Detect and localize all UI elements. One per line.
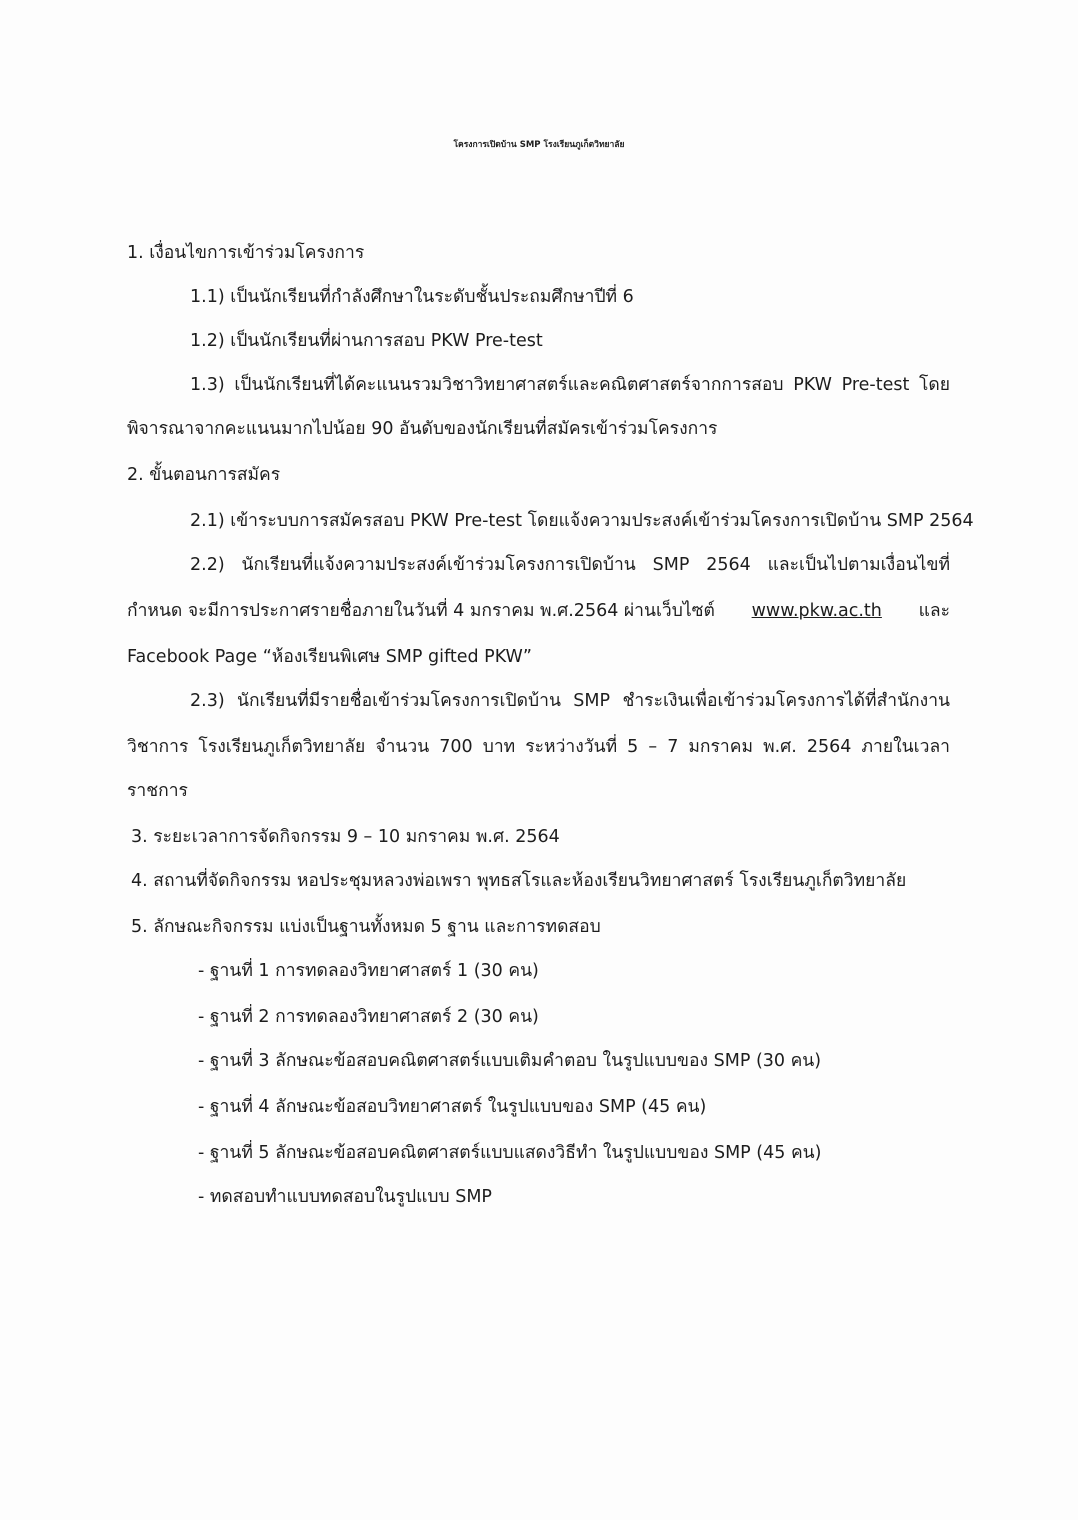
document-title: โครงการเปิดบ้าน SMP โรงเรียนภูเก็ตวิทยาลัย xyxy=(453,140,625,150)
item-2-3-line-1: 2.3) นักเรียนที่มีรายชื่อเข้าร่วมโครงการเปิดบ้าน SMP ชำระเงินเพื่อเข้าร่วมโครงการได้ที่สำนักงาน xyxy=(190,691,950,711)
item-2-2-line-2 xyxy=(127,598,950,624)
station-5: - ฐานที่ 5 ลักษณะข้อสอบคณิตศาสตร์แบบแสดงวิธีทำ ในรูปแบบของ SMP (45 คน) xyxy=(198,1143,822,1163)
item-1-1: 1.1) เป็นนักเรียนที่กำลังศึกษาในระดับชั้นประถมศึกษาปีที่ 6 xyxy=(190,287,634,307)
item-2-2-line-2-end: และ xyxy=(918,601,950,621)
website-link[interactable]: www.pkw.ac.th xyxy=(751,601,882,621)
section-4: 4. สถานที่จัดกิจกรรม หอประชุมหลวงพ่อเพรา พุทธสโรและห้องเรียนวิทยาศาสตร์ โรงเรียนภูเก็ตวิทยาลัย xyxy=(131,871,907,891)
section-3: 3. ระยะเวลาการจัดกิจกรรม 9 – 10 มกราคม พ.ศ. 2564 xyxy=(131,827,560,847)
station-3: - ฐานที่ 3 ลักษณะข้อสอบคณิตศาสตร์แบบเติมคำตอบ ในรูปแบบของ SMP (30 คน) xyxy=(198,1051,822,1071)
station-1: - ฐานที่ 1 การทดลองวิทยาศาสตร์ 1 (30 คน) xyxy=(198,961,539,981)
station-test: - ทดสอบทำแบบทดสอบในรูปแบบ SMP xyxy=(198,1187,492,1207)
section-5-heading: 5. ลักษณะกิจกรรม แบ่งเป็นฐานทั้งหมด 5 ฐาน และการทดสอบ xyxy=(131,917,601,937)
item-2-2-line-1: 2.2) นักเรียนที่แจ้งความประสงค์เข้าร่วมโครงการเปิดบ้าน SMP 2564 และเป็นไปตามเงื่อนไขที่ xyxy=(190,555,950,575)
item-1-3-line-2: พิจารณาจากคะแนนมากไปน้อย 90 อันดับของนักเรียนที่สมัครเข้าร่วมโครงการ xyxy=(127,419,718,439)
item-2-3-line-2: วิชาการ โรงเรียนภูเก็ตวิทยาลัย จำนวน 700 บาท ระหว่างวันที่ 5 – 7 มกราคม พ.ศ. 2564 ภายในเวลา xyxy=(127,737,950,757)
item-1-3-line-1: 1.3) เป็นนักเรียนที่ได้คะแนนรวมวิชาวิทยาศาสตร์และคณิตศาสตร์จากการสอบ PKW Pre-test โดย xyxy=(190,375,950,395)
item-1-2: 1.2) เป็นนักเรียนที่ผ่านการสอบ PKW Pre-test xyxy=(190,331,543,351)
section-1-heading: 1. เงื่อนไขการเข้าร่วมโครงการ xyxy=(127,243,365,263)
station-2: - ฐานที่ 2 การทดลองวิทยาศาสตร์ 2 (30 คน) xyxy=(198,1007,539,1027)
item-2-1: 2.1) เข้าระบบการสมัครสอบ PKW Pre-test โดยแจ้งความประสงค์เข้าร่วมโครงการเปิดบ้าน SMP 2564 xyxy=(190,511,974,531)
station-4: - ฐานที่ 4 ลักษณะข้อสอบวิทยาศาสตร์ ในรูปแบบของ SMP (45 คน) xyxy=(198,1097,707,1117)
item-2-2-line-3: Facebook Page “ห้องเรียนพิเศษ SMP gifted PKW” xyxy=(127,647,532,667)
section-2-heading: 2. ขั้นตอนการสมัคร xyxy=(127,465,281,485)
item-2-2-line-2-text: กำหนด จะมีการประกาศรายชื่อภายในวันที่ 4 มกราคม พ.ศ.2564 ผ่านเว็บไซต์ xyxy=(127,601,715,621)
item-2-3-line-3: ราชการ xyxy=(127,781,188,801)
